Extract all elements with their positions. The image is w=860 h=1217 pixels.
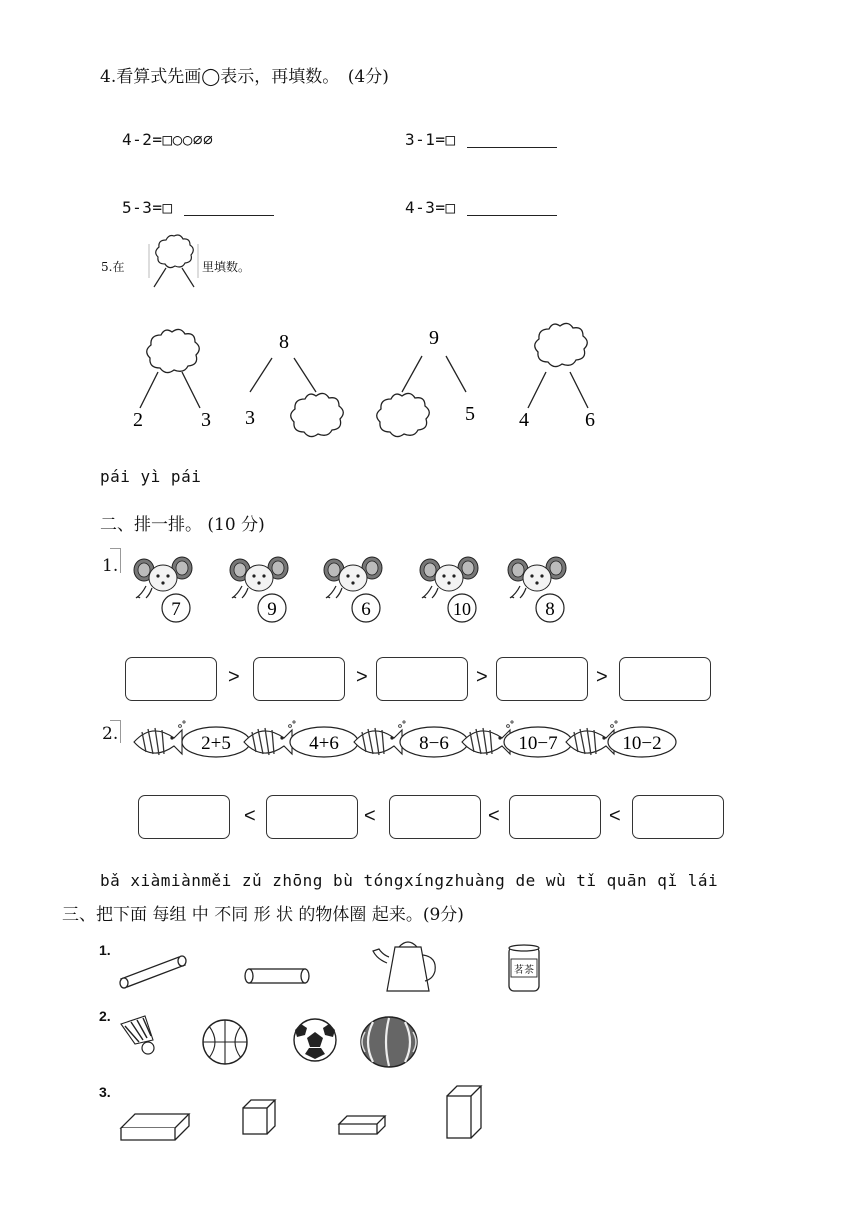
order-box-3[interactable]: [376, 657, 468, 701]
less-than-sign: <: [364, 805, 376, 827]
shuttlecock-icon[interactable]: [121, 1016, 154, 1054]
group3-objects: [115, 1080, 495, 1146]
order-box-4[interactable]: [496, 657, 588, 701]
fish-expression-3: 8−6: [419, 733, 449, 754]
mouse-icon: [508, 557, 566, 598]
fish-expression-1: 2+5: [201, 733, 231, 754]
part1-label: 1.: [102, 556, 119, 576]
section3-pinyin: bǎ xiàmiànměi zǔ zhōng bù tóngxíngzhuàng de wù tǐ quān qǐ lái: [100, 871, 719, 890]
blank-cloud[interactable]: [535, 323, 588, 366]
tree-3: [377, 327, 475, 437]
less-than-sign: <: [609, 805, 621, 827]
mouse-number-3: 6: [361, 599, 371, 620]
order-box-1[interactable]: [138, 795, 230, 839]
soccer-ball-icon[interactable]: [294, 1019, 336, 1061]
fish-icon: [134, 721, 185, 755]
tree-2: [245, 331, 343, 437]
tree-1-left: 2: [133, 409, 143, 431]
blank-cloud[interactable]: [147, 329, 200, 372]
small-cloud-tree-icon: [146, 232, 202, 290]
tree-4-left: 4: [519, 409, 529, 431]
group2-label: 2.: [99, 1008, 111, 1024]
tree-3-top: 9: [429, 327, 439, 349]
tree-3-right: 5: [465, 403, 475, 425]
tree-4: [519, 323, 595, 431]
mouse-icon: [324, 557, 382, 598]
section2-title: 二、排一排。 (10 分): [100, 515, 265, 535]
equation-4-minus-3: 4-3=□: [405, 198, 456, 217]
tree-1-right: 3: [201, 409, 211, 431]
basketball-icon[interactable]: [203, 1020, 247, 1064]
order-box-5[interactable]: [619, 657, 711, 701]
group2-objects: [115, 1010, 435, 1072]
fish-expression-2: 4+6: [309, 733, 339, 754]
section2-pinyin: pái yì pái: [100, 467, 202, 486]
greater-than-sign: >: [596, 666, 608, 688]
mouse-icon: [134, 557, 192, 598]
order-box-2[interactable]: [253, 657, 345, 701]
greater-than-sign: >: [476, 666, 488, 688]
less-than-sign: <: [488, 805, 500, 827]
equation-4-minus-2: 4-2=□○○∅∅: [122, 130, 214, 149]
section3-title: 三、把下面 每组 中 不同 形 状 的物体圈 起来。(9分): [62, 905, 464, 925]
order-box-5[interactable]: [632, 795, 724, 839]
q4-title: 4.看算式先画◯表示，再填数。 (4分): [100, 67, 389, 87]
cylinder-rod-icon[interactable]: [245, 969, 309, 983]
mouse-number-1: 7: [171, 599, 181, 620]
corner-mark: [110, 548, 121, 573]
mouse-number-5: 8: [545, 599, 555, 620]
small-cuboid-icon[interactable]: [339, 1116, 385, 1134]
number-bond-trees: [0, 320, 860, 440]
teapot-icon[interactable]: [373, 942, 435, 991]
fish-expression-4: 10−7: [518, 733, 558, 754]
answer-line[interactable]: [184, 215, 274, 216]
fish-row: [128, 720, 688, 766]
q5-prefix: 5.在: [101, 260, 125, 274]
mouse-number-2: 9: [267, 599, 277, 620]
cube-icon[interactable]: [243, 1100, 275, 1134]
equation-3-minus-1: 3-1=□: [405, 130, 456, 149]
mouse-icon: [420, 557, 478, 598]
q5-suffix: 里填数。: [202, 260, 251, 274]
group1-objects: [115, 935, 555, 999]
group1-label: 1.: [99, 942, 111, 958]
corner-mark: [110, 720, 121, 743]
answer-line[interactable]: [467, 215, 557, 216]
order-box-1[interactable]: [125, 657, 217, 701]
tall-cuboid-icon[interactable]: [447, 1086, 481, 1138]
fish-expression-5: 10−2: [622, 733, 662, 754]
part2-label: 2.: [102, 724, 119, 744]
watermelon-icon[interactable]: [361, 1017, 417, 1067]
greater-than-sign: >: [228, 666, 240, 688]
order-box-4[interactable]: [509, 795, 601, 839]
tea-can-icon[interactable]: [509, 945, 539, 991]
answer-line[interactable]: [467, 147, 557, 148]
equation-5-minus-3: 5-3=□: [122, 198, 173, 217]
group3-label: 3.: [99, 1084, 111, 1100]
blank-cloud[interactable]: [377, 393, 430, 436]
tea-can-label: 茗茶: [514, 965, 534, 976]
mice-row: [130, 552, 610, 626]
order-box-2[interactable]: [266, 795, 358, 839]
cuboid-flat-icon[interactable]: [121, 1114, 189, 1140]
mouse-icon: [230, 557, 288, 598]
order-box-3[interactable]: [389, 795, 481, 839]
less-than-sign: <: [244, 805, 256, 827]
greater-than-sign: >: [356, 666, 368, 688]
tree-1: [133, 329, 211, 431]
fish-icon: [354, 721, 405, 755]
fish-icon: [244, 721, 295, 755]
tree-4-right: 6: [585, 409, 595, 431]
tree-2-top: 8: [279, 331, 289, 353]
mouse-number-4: 10: [453, 599, 471, 619]
ruler-cylinder-icon[interactable]: [120, 956, 186, 988]
blank-cloud[interactable]: [291, 393, 344, 436]
tree-2-left: 3: [245, 407, 255, 429]
